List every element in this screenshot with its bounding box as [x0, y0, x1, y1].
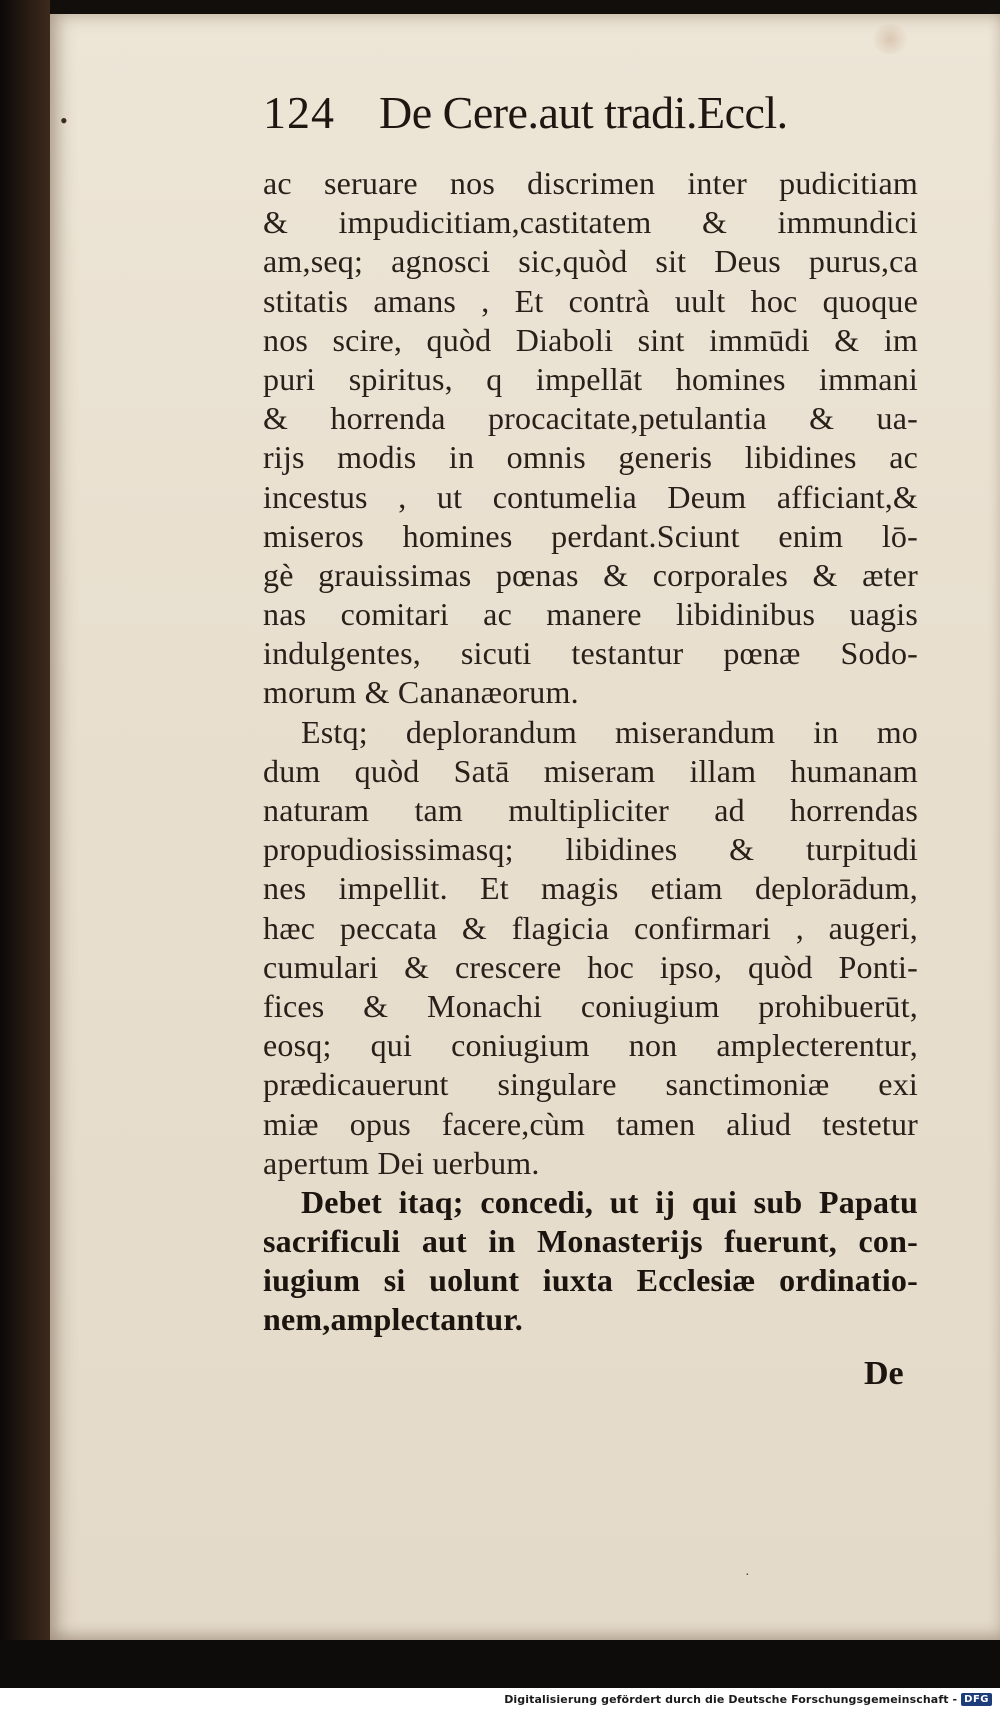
text-line: Estq; deplorandum miserandum in mo	[301, 713, 918, 750]
text-line: naturam tam multipliciter ad horrendas	[263, 792, 918, 828]
text-line: sacrificuli aut in Monasterijs fuerunt, con-	[263, 1223, 918, 1260]
text-line: miæ opus facere,cùm tamen aliud testetur	[263, 1105, 918, 1142]
text-line: rijs modis in omnis generis libidines ac	[263, 439, 918, 476]
running-head: De Cere.aut tradi.Eccl.	[379, 87, 788, 138]
text-line: stitatis amans , Et contrà uult hoc quoque	[263, 282, 918, 319]
scan-background-top	[0, 0, 1000, 14]
text-line: prædicauerunt singulare sanctimoniæ exi	[263, 1066, 918, 1103]
text-line: & impudicitiam,castitatem & immundici	[263, 204, 918, 241]
dfg-logo-icon: DFG	[961, 1693, 992, 1706]
text-line: miseros homines perdant.Sciunt enim lō-	[263, 517, 918, 554]
text-line: apertum Dei uerbum.	[263, 1144, 540, 1181]
text-line: incestus , ut contumelia Deum afficiant,&	[263, 478, 918, 515]
text-line: fices & Monachi coniugium prohibuerūt,	[263, 987, 918, 1024]
text-block	[263, 164, 918, 1340]
text-line: puri spiritus, q impellāt homines immani	[263, 360, 918, 397]
text-line: dum quòd Satā miseram illam humanam	[263, 752, 918, 789]
text-line: nem,amplectantur.	[263, 1301, 523, 1338]
text-line: ac seruare nos discrimen inter pudicitiam	[263, 165, 918, 201]
text-line: iugium si uolunt iuxta Ecclesiæ ordinatio-	[263, 1262, 918, 1299]
book-edge	[0, 0, 50, 1710]
funding-credit: Digitalisierung gefördert durch die Deutsche Forschungsgemeinschaft -	[504, 1692, 958, 1706]
page-stain	[870, 24, 910, 54]
catchword: De	[864, 1355, 904, 1392]
text-line: nos scire, quòd Diaboli sint immūdi & im	[263, 321, 918, 358]
text-line: nes impellit. Et magis etiam deplorādum,	[263, 870, 918, 907]
page-number: 124	[263, 87, 335, 138]
text-line: propudiosissimasq; libidines & turpitudi	[263, 831, 918, 868]
text-line: nas comitari ac manere libidinibus uagis	[263, 596, 918, 633]
page-header	[263, 86, 883, 139]
text-line: cumulari & crescere hoc ipso, quòd Ponti-	[263, 948, 918, 985]
text-line: am,seq; agnosci sic,quòd sit Deus purus,ca	[263, 243, 918, 280]
page-speck: ·	[745, 1568, 750, 1583]
digitization-footer	[0, 1688, 1000, 1710]
margin-mark: •	[60, 108, 68, 133]
text-line: indulgentes, sicuti testantur pœnæ Sodo-	[263, 635, 918, 672]
text-line: Debet itaq; concedi, ut ij qui sub Papatu	[301, 1183, 918, 1220]
text-line: & horrenda procacitate,petulantia & ua-	[263, 400, 918, 437]
text-line: gè grauissimas pœnas & corporales & æter	[263, 556, 918, 593]
text-line: morum & Cananæorum.	[263, 674, 579, 711]
scan-background-bottom	[0, 1640, 1000, 1688]
text-line: hæc peccata & flagicia confirmari , augeri,	[263, 909, 918, 946]
text-line: eosq; qui coniugium non amplecterentur,	[263, 1027, 918, 1064]
